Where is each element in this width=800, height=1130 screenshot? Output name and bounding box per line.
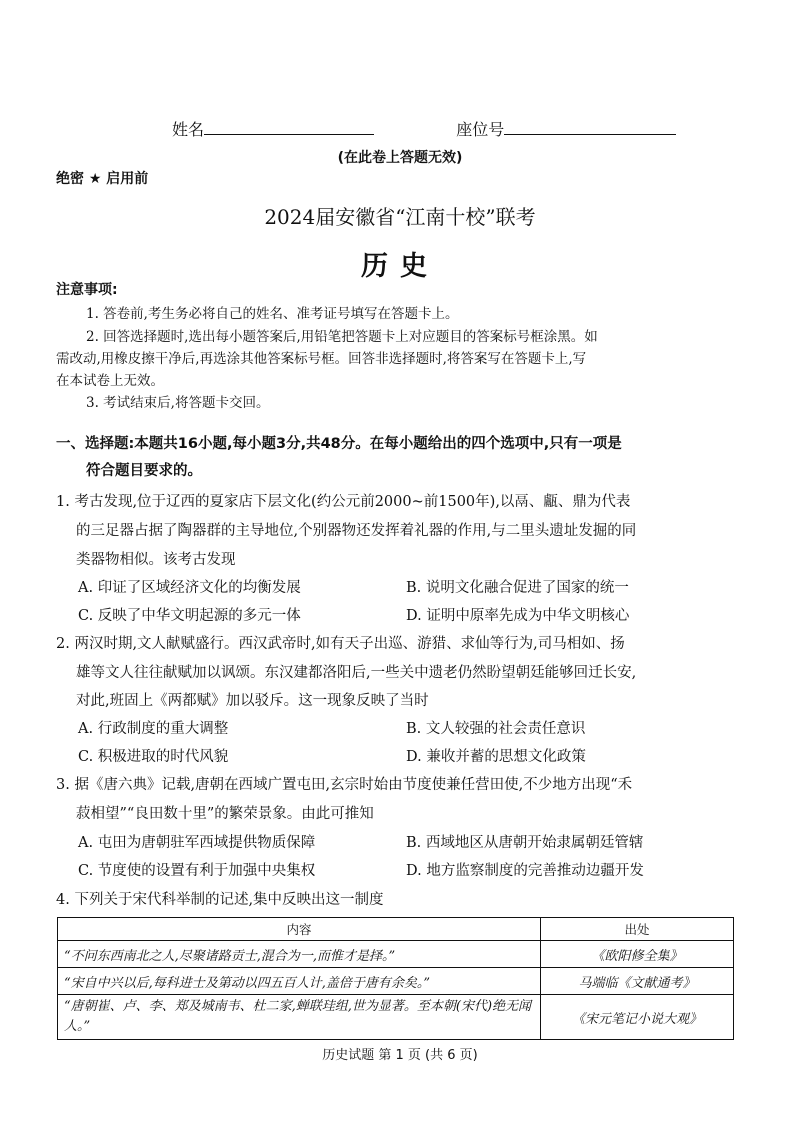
table-row <box>58 968 734 995</box>
seat-label: 座位号 <box>456 120 505 139</box>
section-heading: 符合题目要求的。 <box>86 463 202 479</box>
question-stem: 的三足器占据了陶器群的主导地位,个别器物还发挥着礼器的作用,与二里头遗址发掘的同 <box>76 523 637 539</box>
q4-table <box>57 917 734 1040</box>
table-cell-content: “唐朝崔、卢、李、郑及城南韦、杜二家,蝉联珪组,世为显著。至本朝(宋代)绝无闻人。” <box>58 995 541 1040</box>
question-stem: 4. 下列关于宋代科举制的记述,集中反映出这一制度 <box>56 892 384 908</box>
table-header-row <box>58 918 734 941</box>
section-heading: 一、选择题:本题共16小题,每小题3分,共48分。在每小题给出的四个选项中,只有一项是 <box>56 436 622 452</box>
invalid-note: (在此卷上答题无效) <box>337 150 463 166</box>
page-footer: 历史试题 第 1 页 (共 6 页) <box>322 1048 478 1063</box>
question-stem: 1. 考古发现,位于辽西的夏家店下层文化(约公元前2000~前1500年),以鬲、甗、鼎为代表 <box>56 494 631 510</box>
note-line: 3. 考试结束后,将答题卡交回。 <box>86 395 270 411</box>
table-cell-content: “宋自中兴以后,每科进士及第动以四五百人计,盖倍于唐有余矣。” <box>58 968 541 995</box>
option-c: C. 反映了中华文明起源的多元一体 <box>78 608 301 624</box>
question-stem: 类器物相似。该考古发现 <box>76 552 236 568</box>
table-header-source: 出处 <box>541 918 734 941</box>
table-row <box>58 995 734 1040</box>
table-row <box>58 941 734 968</box>
question-stem: 菽相望”“良田数十里”的繁荣景象。由此可推知 <box>76 806 374 822</box>
note-line: 在本试卷上无效。 <box>56 373 164 389</box>
option-d: D. 证明中原率先成为中华文明核心 <box>406 608 630 624</box>
notes-title: 注意事项: <box>56 282 118 298</box>
table-cell-source: 《欧阳修全集》 <box>541 941 734 968</box>
option-d: D. 地方监察制度的完善推动边疆开发 <box>406 863 644 879</box>
option-b: B. 文人较强的社会责任意识 <box>406 721 586 737</box>
table-header-content: 内容 <box>58 918 541 941</box>
note-line: 需改动,用橡皮擦干净后,再选涂其他答案标号框。回答非选择题时,将答案写在答题卡上,写 <box>56 351 587 367</box>
exam-title: 2024届安徽省“江南十校”联考 <box>264 205 536 229</box>
option-c: C. 节度使的设置有利于加强中央集权 <box>78 863 316 879</box>
question-stem: 对此,班固上《两都赋》加以驳斥。这一现象反映了当时 <box>76 693 429 709</box>
subject-title: 历史 <box>361 251 439 282</box>
table-cell-source: 马端临《文献通考》 <box>541 968 734 995</box>
option-a: A. 屯田为唐朝驻军西域提供物质保障 <box>78 835 316 851</box>
option-a: A. 行政制度的重大调整 <box>78 721 229 737</box>
option-d: D. 兼收并蓄的思想文化政策 <box>406 749 586 765</box>
name-seat-row <box>172 117 676 140</box>
note-line: 1. 答卷前,考生务必将自己的姓名、准考证号填写在答题卡上。 <box>86 306 459 322</box>
option-b: B. 说明文化融合促进了国家的统一 <box>406 580 629 596</box>
option-b: B. 西域地区从唐朝开始隶属朝廷管辖 <box>406 835 644 851</box>
question-stem: 3. 据《唐六典》记载,唐朝在西域广置屯田,玄宗时始由节度使兼任营田使,不少地方出现“禾 <box>56 777 633 793</box>
name-label: 姓名 <box>172 120 205 139</box>
secret-label: 绝密 ★ 启用前 <box>56 171 149 187</box>
question-stem: 雄等文人往往献赋加以讽颂。东汉建都洛阳后,一些关中遗老仍然盼望朝廷能够回迁长安, <box>76 665 637 681</box>
question-stem: 2. 两汉时期,文人献赋盛行。西汉武帝时,如有天子出巡、游猎、求仙等行为,司马相如、扬 <box>56 636 625 652</box>
note-line: 2. 回答选择题时,选出每小题答案后,用铅笔把答题卡上对应题目的答案标号框涂黑。如 <box>86 329 598 345</box>
option-c: C. 积极进取的时代风貌 <box>78 749 229 765</box>
name-blank-line <box>204 120 374 135</box>
table-cell-content: “不问东西南北之人,尽聚诸路贡士,混合为一,而惟才是择。” <box>58 941 541 968</box>
option-a: A. 印证了区域经济文化的均衡发展 <box>78 580 301 596</box>
table-cell-source: 《宋元笔记小说大观》 <box>541 995 734 1040</box>
seat-blank-line <box>504 120 676 135</box>
